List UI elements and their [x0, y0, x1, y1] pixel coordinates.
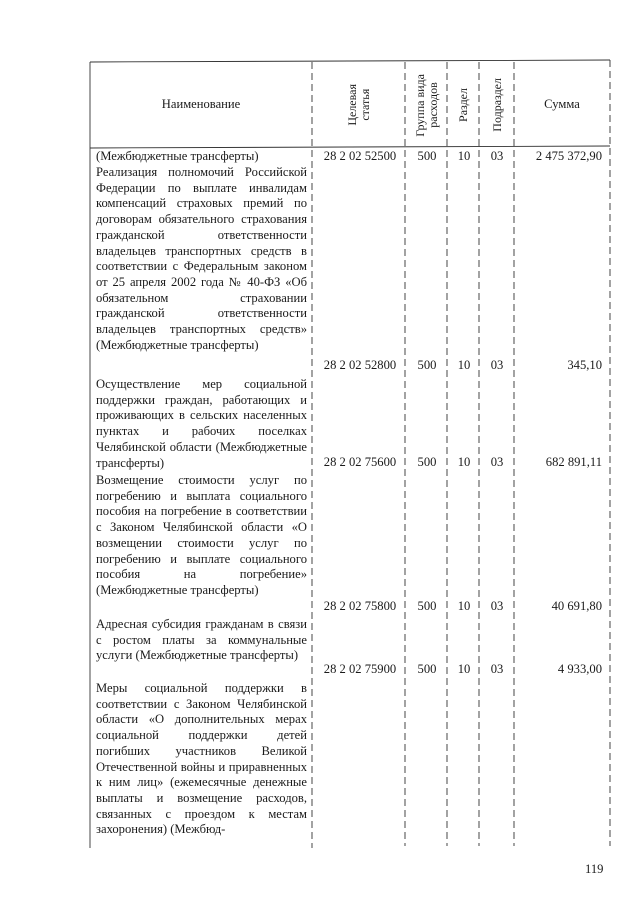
header-expense-group: Группа вида расходов: [412, 73, 440, 137]
row-expense-group: 500: [417, 599, 437, 613]
row-name: Возмещение стоимости услуг по погребению и выплата социального пособия на погребение в соответствии с Законом Челябинской области «О возмещении стоимости услуг по погребению и выплате социального пособия на погребение» (Межбюджетные трансферты): [96, 473, 307, 597]
row-target-article: 28 2 02 52500: [323, 149, 397, 163]
header-subsection: Подраздел: [489, 78, 504, 132]
row-expense-group: 500: [417, 455, 437, 469]
row-sum: 682 891,11: [545, 455, 602, 469]
header-sum: Сумма: [544, 97, 580, 111]
row-subsection: 03: [490, 149, 504, 163]
row-subsection: 03: [490, 455, 504, 469]
page-number: 119: [585, 862, 604, 876]
row-sum: 345,10: [567, 358, 602, 372]
row-sum: 4 933,00: [557, 662, 602, 676]
row-subsection: 03: [490, 358, 504, 372]
row-section: 10: [457, 358, 471, 372]
row-section: 10: [457, 662, 471, 676]
row-subsection: 03: [490, 599, 504, 613]
header-name: Наименование: [161, 97, 241, 111]
row-expense-group: 500: [417, 662, 437, 676]
row-expense-group: 500: [417, 149, 437, 163]
row-name: Осуществление мер социальной поддержки граждан, работающих и проживающих в сельских населенных пунктах и рабочих поселках Челябинской области (Межбюджетные трансферты): [96, 377, 307, 470]
row-expense-group: 500: [417, 358, 437, 372]
row-sum: 40 691,80: [551, 599, 602, 613]
row-section: 10: [457, 599, 471, 613]
row-subsection: 03: [490, 662, 504, 676]
row-target-article: 28 2 02 75600: [323, 455, 397, 469]
row-target-article: 28 2 02 52800: [323, 358, 397, 372]
row-target-article: 28 2 02 75900: [323, 662, 397, 676]
row-section: 10: [457, 455, 471, 469]
row-name: Реализация полномочий Российской Федерации по выплате инвалидам компенсаций страховых премий по договорам обязательного страхования гражданской ответственности владельцев транспортных средств в соответствии с Федеральным законом от 25 апреля 2002 года № 40-ФЗ «Об обязательном страховании гражданской ответственности владельцев транспортных средств» (Межбюджетные трансферты): [96, 165, 307, 352]
header-target-article: Целевая статья: [345, 84, 372, 126]
row-section: 10: [457, 149, 471, 163]
row-name: (Межбюджетные трансферты): [96, 149, 259, 163]
row-sum: 2 475 372,90: [535, 149, 602, 163]
row-name: Меры социальной поддержки в соответствии с Законом Челябинской области «О дополнительных мерах социальной поддержки детей погибших участников Великой Отечественной войны и приравненных к ним лиц» (ежемесячные денежные выплаты и возмещение расходов, связанных с проездом к местам захоронения) (Межбюд-: [96, 681, 307, 837]
row-target-article: 28 2 02 75800: [323, 599, 397, 613]
row-name: Адресная субсидия гражданам в связи с ростом платы за коммунальные услуги (Межбюджетные трансферты): [96, 617, 307, 663]
header-section: Раздел: [456, 88, 470, 122]
